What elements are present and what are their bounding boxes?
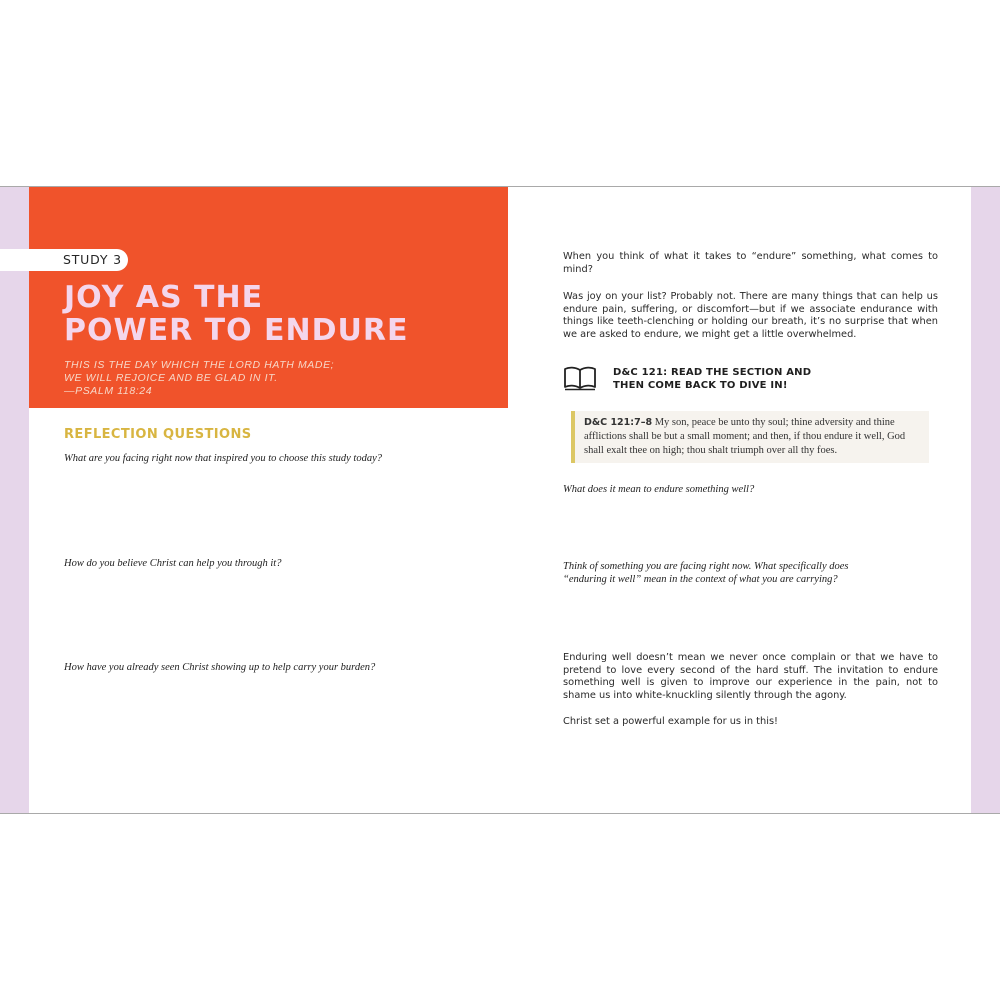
reflection-question-2: How do you believe Christ can help you through it? [64, 558, 282, 569]
intro-paragraph: When you think of what it takes to “endure” something, what comes to mind? [563, 251, 938, 275]
study-title-line1: JOY AS THE [64, 280, 264, 315]
reflection-question-3: How have you already seen Christ showing up to help carry your burden? [64, 662, 376, 673]
question-facing-now-line1: Think of something you are facing right now. What specifically does [563, 561, 849, 572]
read-section-label [613, 366, 811, 392]
paragraph-joy-on-list: Was joy on your list? Probably not. There are many things that can help us endure pain, suffering, or discomfort—but if we associate endurance with things like teeth-clenching or holding our breath, it’s no surprise that when we are asked to endure, we might get a little overwhelmed. [563, 291, 938, 340]
scripture-quote [64, 359, 334, 398]
read-section-callout [563, 365, 863, 399]
question-endure-well: What does it mean to endure something well? [563, 484, 755, 495]
left-page-edge [0, 187, 29, 813]
read-label-line2: THEN COME BACK TO DIVE IN! [613, 380, 788, 391]
scripture-callout-box [571, 411, 929, 463]
question-facing-now-line2: “enduring it well” mean in the context of what you are carrying? [563, 574, 838, 585]
book-spread [0, 186, 1000, 814]
right-page-edge [971, 187, 1000, 813]
reflection-questions-heading: REFLECTION QUESTIONS [64, 427, 252, 442]
callout-reference: D&C 121:7–8 [584, 417, 653, 428]
paragraph-christ-example: Christ set a powerful example for us in this! [563, 716, 778, 727]
paragraph-enduring-well: Enduring well doesn’t mean we never once complain or that we have to pretend to love every second of the hard stuff. The invitation to endure something well is given to improve our experience in the pain, not to shame us into white-knuckling silently through the agony. [563, 652, 938, 701]
study-number-tab: STUDY 3 [0, 249, 128, 271]
study-title [64, 281, 409, 347]
scripture-line2: WE WILL REJOICE AND BE GLAD IN IT. [64, 372, 278, 384]
study-title-line2: POWER TO ENDURE [64, 313, 409, 348]
scripture-reference: —PSALM 118:24 [64, 385, 153, 397]
callout-text: My son, peace be unto thy soul; thine adversity and thine afflictions shall be but a small moment; and then, if thou endure it well, God shall exalt thee on high; thou shalt triumph over all thy foes. [584, 417, 906, 456]
scripture-line1: THIS IS THE DAY WHICH THE LORD HATH MADE; [64, 359, 335, 371]
read-label-line1: D&C 121: READ THE SECTION AND [613, 367, 812, 378]
reflection-question-1: What are you facing right now that inspired you to choose this study today? [64, 453, 382, 464]
open-book-icon [563, 365, 597, 391]
